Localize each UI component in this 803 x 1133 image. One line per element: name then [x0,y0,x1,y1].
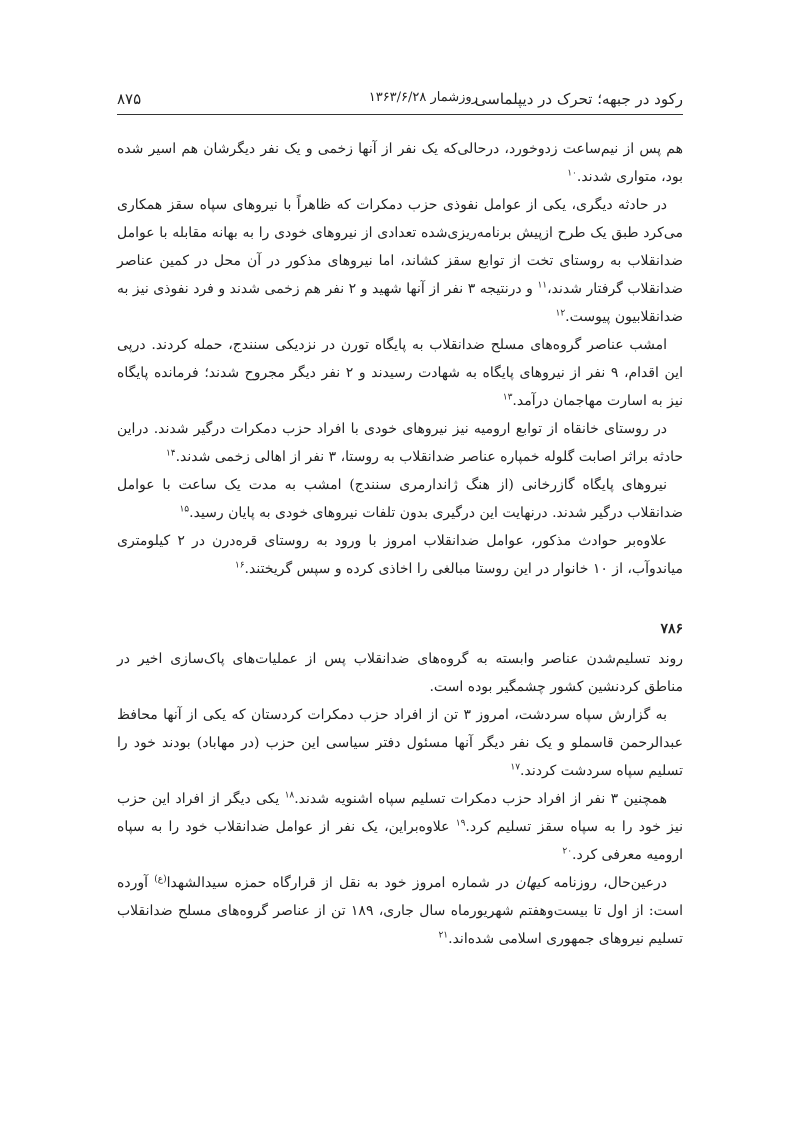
honorific: (ع) [154,874,167,885]
newspaper-name: کیهان [515,875,548,891]
footnote-ref: ۱۳ [502,392,513,403]
paragraph: همچنین ۳ نفر از افراد حزب دمکرات تسلیم سپاه اشنویه شدند.$^{۱۸}$ یکی دیگر از افراد این حزب نیز خود را به سپاه سقز تسلیم کرد.$^{۱۹}$ علاوه‌براین، یک نفر از عوامل ضدانقلاب خود را به سپاه ارومیه معرفی کرد.$^{۲۰}$ [117,790,683,863]
footnote-ref: ۱۹ [455,818,466,829]
page-header [117,88,683,115]
paragraph: امشب عناصر گروه‌های مسلح ضدانقلاب به پایگاه تورن در نزدیکی سنندج، حمله کردند. درپی این اقدام، ۹ نفر از نیروهای پایگاه به شهادت رسیدند و ۲ نفر دیگر مجروح شدند؛ فرمانده پایگاه نیز به اسارت مهاجمان درآمد.$^{۱۳}$ [117,337,683,409]
paragraph: در حادثه دیگری، یکی از عوامل نفوذی حزب دمکرات که ظاهراً با نیروهای سپاه سقز همکاری می‌کرد طبق یک طرح ازپیش برنامه‌ریزی‌شده تعدادی از نیروهای خودی را به بهانه مقابله با عوامل ضدانقلاب به روستای تخت از توابع سقز کشاند، اما نیروهای مذکور در آن محل در کمین عناصر ضدانقلاب گرفتار شدند،$^{۱۱}$ و درنتیجه ۳ نفر از آنها شهید و ۲ نفر هم زخمی شدند و فرد نفوذی نیز به ضدانقلابیون پیوست.$^{۱۲}$ [117,197,683,325]
header-date: روزشمار ۱۳۶۳/۶/۲۸ [368,90,478,105]
footnote-ref: ۱۴ [165,448,176,459]
footnote-ref: ۱۸ [284,790,295,801]
footnote-ref: ۱۵ [179,504,190,515]
paragraph: علاوه‌بر حوادث مذکور، عوامل ضدانقلاب امروز با ورود به روستای قره‌درن در ۲ کیلومتری میاندوآب، از ۱۰ خانوار در این روستا مبالغی را اخاذی کرده و سپس گریختند.$^{۱۶}$ [117,533,683,577]
footnote-ref: ۱۱ [537,280,548,291]
paragraph: روند تسلیم‌شدن عناصر وابسته به گروه‌های ضدانقلاب پس از عملیات‌های پاک‌سازی اخیر در مناطق کردنشین کشور چشمگیر بوده است. [117,651,683,695]
document-page [117,88,683,953]
page-number: ۸۷۵ [117,90,142,108]
paragraph: هم پس از نیم‌ساعت زدوخورد، درحالی‌که یک نفر از آنها زخمی و یک نفر دیگرشان هم اسیر شده بود، متواری شدند.$^{۱۰}$ [117,141,683,185]
footnote-ref: ۱۷ [510,762,521,773]
paragraph: به گزارش سپاه سردشت، امروز ۳ تن از افراد حزب دمکرات کردستان که یکی از آنها محافظ عبدالرحمن قاسملو و یک نفر دیگر آنها مسئول دفتر سیاسی این حزب (در مهاباد) بودند خود را تسلیم سپاه سردشت کردند.$^{۱۷}$ [117,707,683,779]
footnote-ref: ۲۰ [562,846,573,857]
footnote-ref: ۲۱ [438,930,449,941]
running-title: رکود در جبهه؛ تحرک در دیپلماسی [467,90,683,108]
footnote-ref: ۱۲ [555,308,566,319]
footnote-ref: ۱۰ [567,168,577,179]
paragraph: نیروهای پایگاه گازرخانی (از هنگ ژاندارمری سنندج) امشب به مدت یک ساعت با عوامل ضدانقلاب درگیر شدند. درنهایت این درگیری بدون تلفات نیروهای خودی به پایان رسید.$^{۱۵}$ [117,477,683,521]
entry-number: ۷۸۶ [660,621,683,637]
paragraph: در روستای خانقاه از توابع ارومیه نیز نیروهای خودی با افراد حزب دمکرات درگیر شدند. دراین حادثه براثر اصابت گلوله خمپاره عناصر ضدانقلاب به روستا، ۳ نفر از اهالی زخمی شدند.$^{۱۴}$ [117,421,683,465]
paragraph: درعین‌حال، روزنامه کیهان در شماره امروز خود به نقل از قرارگاه حمزه سیدالشهدا$^{(ع)}$ آورده است: از اول تا بیست‌وهفتم شهریورماه سال جاری، ۱۸۹ تن از عناصر گروه‌های مسلح ضدانقلاب تسلیم نیروهای جمهوری اسلامی شده‌اند.$^{۲۱}$ [117,874,683,947]
body-text [117,135,683,953]
footnote-ref: ۱۶ [234,560,245,571]
